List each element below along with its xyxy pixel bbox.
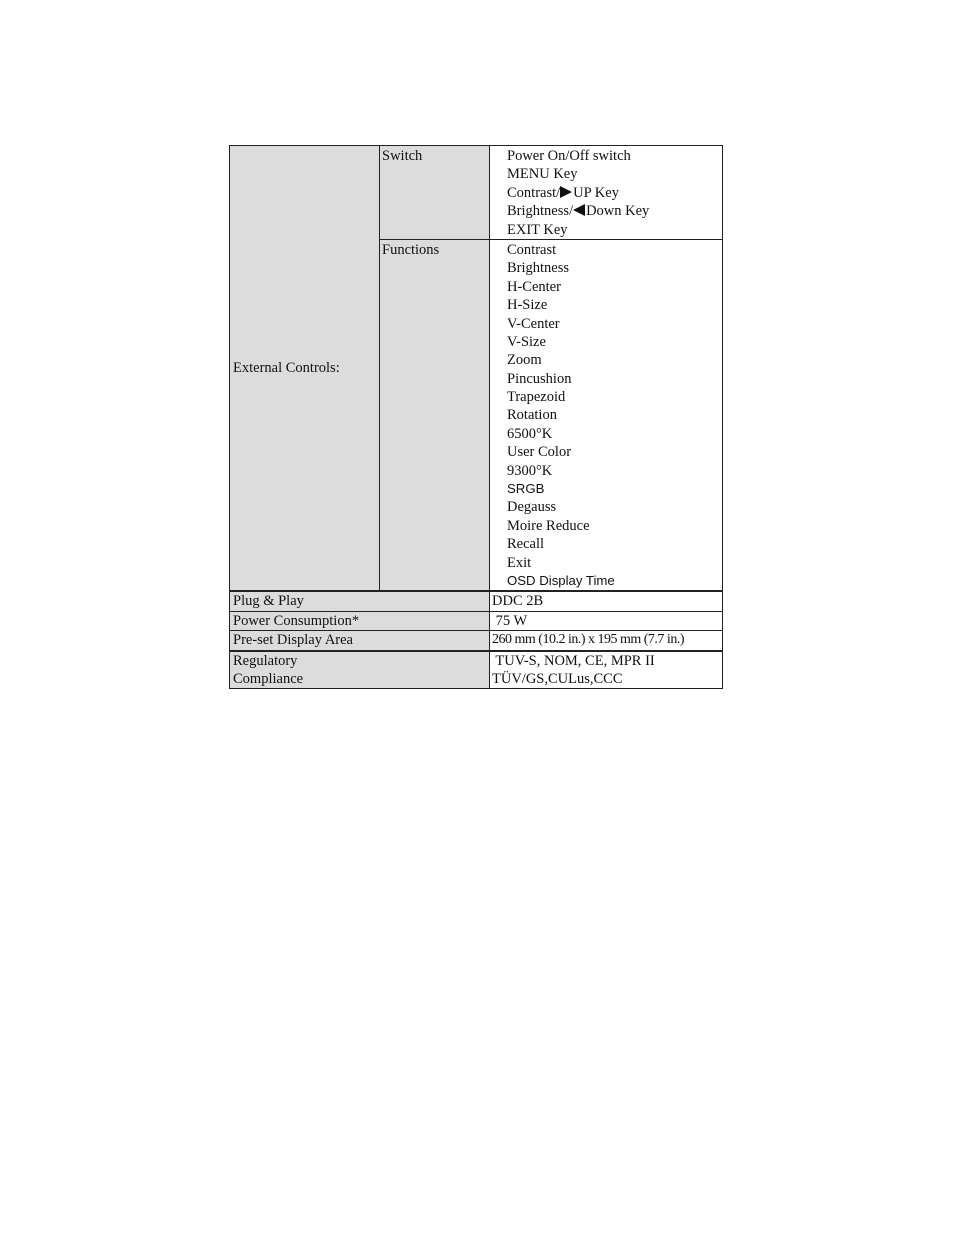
list-item: H-Size [507,297,548,314]
list-item: V-Size [507,333,546,350]
display-area-label: Pre-set Display Area [230,631,490,649]
regulatory-row [230,651,722,689]
list-item: Zoom [507,352,542,369]
specifications-table [229,145,723,689]
list-item: Trapezoid [507,389,566,406]
right-triangle-icon [560,186,572,198]
power-consumption-label: Power Consumption* [230,612,490,630]
left-triangle-icon [573,204,585,216]
list-item: OSD Display Time [507,572,615,588]
list-item: Recall [507,536,545,553]
list-item: H-Center [507,278,561,295]
external-controls-section [230,146,722,591]
switch-row [380,146,722,239]
external-controls-label: External Controls: [230,146,380,590]
list-item: Exit [507,554,532,571]
list-item: User Color [507,444,572,461]
plug-and-play-row [230,591,722,611]
list-item: Contrast/ UP Key [507,184,619,201]
power-consumption-row [230,612,722,631]
list-item: Contrast [507,241,557,258]
switch-label: Switch [380,146,490,239]
regulatory-label: Regulatory Compliance [230,652,490,689]
list-item: Degauss [507,499,557,516]
list-item: Moire Reduce [507,517,590,534]
list-item: 9300°K [507,462,553,479]
list-item: MENU Key [507,166,578,183]
list-item: Pincushion [507,370,572,387]
list-item: 6500°K [507,425,553,442]
functions-label: Functions [380,240,490,590]
functions-row [380,239,722,590]
list-item: Brightness/ Down Key [507,203,650,220]
list-item: EXIT Key [507,221,568,238]
display-area-row [230,631,722,650]
regulatory-value: TUV-S, NOM, CE, MPR II TÜV/GS,CULus,CCC [492,652,655,687]
functions-list [490,240,722,590]
list-item: Brightness [507,260,570,277]
plug-and-play-value: DDC 2B [492,593,544,610]
display-area-value: 260 mm (10.2 in.) x 195 mm (7.7 in.) [492,632,684,648]
list-item: SRGB [507,481,545,497]
list-item: Power On/Off switch [507,148,631,164]
power-consumption-value: 75 W [492,612,528,629]
external-controls-details [380,146,722,590]
plug-and-play-label: Plug & Play [230,592,490,610]
list-item: V-Center [507,315,560,332]
list-item: Rotation [507,407,557,424]
switch-list [490,146,722,239]
